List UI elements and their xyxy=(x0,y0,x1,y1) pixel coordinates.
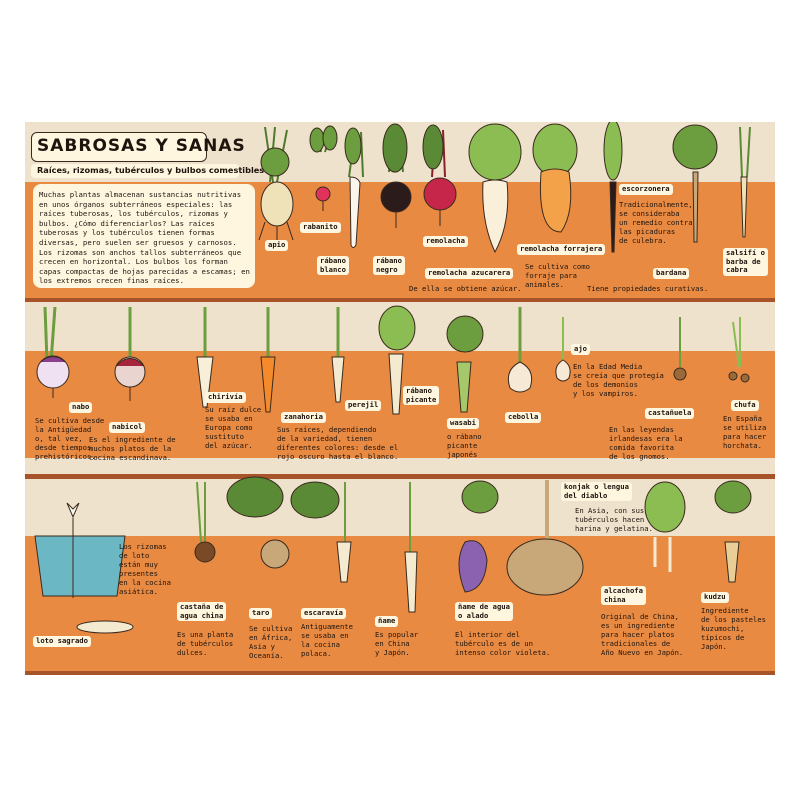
label-remolacha: remolacha xyxy=(423,236,468,247)
label-bardana: bardana xyxy=(653,268,689,279)
desc-remolacha-forrajera: Se cultiva como forraje para animales. xyxy=(525,262,590,289)
label-name: ñame xyxy=(375,616,398,627)
label-taro: taro xyxy=(249,608,272,619)
page-subtitle: Raíces, rizomas, tubérculos y bulbos comestibles xyxy=(37,165,265,175)
label-konjak: konjak o lengua del diablo xyxy=(561,482,632,501)
label-salsifi: salsifí o barba de cabra xyxy=(723,248,768,276)
label-wasabi: wasabi xyxy=(447,418,479,429)
wasabi-illustration xyxy=(447,316,483,412)
nabo-illustration xyxy=(37,307,69,398)
desc-name-agua: El interior del tubérculo es de un intenso color violeta. xyxy=(455,630,551,657)
label-perejil: perejil xyxy=(345,400,381,411)
label-nabicol: nabicol xyxy=(109,422,145,433)
desc-escorzonera: Tradicionalmente, se consideraba un remedio contra las picaduras de culebra. xyxy=(619,200,693,245)
label-escorzonera: escorzonera xyxy=(619,184,673,195)
label-zanahoria: zanahoria xyxy=(281,412,326,423)
zanahoria-illustration xyxy=(261,307,275,412)
rabanito-illustration xyxy=(310,126,337,211)
label-escaravia: escaravía xyxy=(301,608,346,619)
label-chirivia: chirivía xyxy=(205,392,246,403)
castanuela-illustration xyxy=(674,317,686,380)
apio-illustration xyxy=(259,127,293,246)
desc-castanuela: En las leyendas irlandesas era la comida favorita de los gnomos. xyxy=(609,425,683,461)
label-ajo: ajo xyxy=(571,344,590,355)
castana-agua-illustration xyxy=(195,482,215,562)
page-title: SABROSAS Y SANAS xyxy=(37,136,246,156)
taro-illustration xyxy=(227,477,339,568)
label-apio: apio xyxy=(265,240,288,251)
label-rabano-blanco: rábano blanco xyxy=(317,256,349,275)
desc-zanahoria: Sus raíces, dependiendo de la variedad, tienen diferentes colores: desde el rojo oscuro hasta el blanco. xyxy=(277,425,399,461)
label-remolacha-azucarera: remolacha azucarera xyxy=(425,268,513,279)
desc-bardana: Tiene propiedades curativas. xyxy=(587,284,709,293)
intro-text: Muchas plantas almacenan sustancias nutritivas en unos órganos subterráneos especiales: las raíces tuberosas, los tubérculos, rizomas y bulbos. ¿Cómo diferenciarlos? Las raíces tuberosas y los tubérculos tienen formas diversas, pero suelen ser gruesos y carnosos. Los rizomas son anchos tallos subterráneos que crecen en horizontal. Los bulbos los forman capas compactas de hojas parecidas a escamas; en los extremos crecen finas raíces. xyxy=(39,190,250,286)
cebolla-illustration xyxy=(508,307,531,392)
desc-remolacha-azucarera: De ella se obtiene azúcar. xyxy=(409,284,522,293)
desc-ajo: En la Edad Media se creía que protegía de los demonios y los vampiros. xyxy=(573,362,664,398)
label-castana-agua: castaña de agua china xyxy=(177,602,226,621)
nabicol-illustration xyxy=(115,307,145,401)
desc-wasabi: o rábano picante japonés xyxy=(447,432,482,459)
label-rabano-negro: rábano negro xyxy=(373,256,405,275)
desc-name: Es popular en China y Japón. xyxy=(375,630,419,657)
label-castanuela: castañuela xyxy=(645,408,694,419)
label-remolacha-forrajera: remolacha forrajera xyxy=(517,244,605,255)
label-nabo: nabo xyxy=(69,402,92,413)
rabano-blanco-illustration xyxy=(345,128,363,248)
desc-escaravia: Antiguamente se usaba en la cocina polaca. xyxy=(301,622,353,658)
label-chufa: chufa xyxy=(731,400,759,411)
label-alcachofa: alcachofa china xyxy=(601,586,646,605)
label-kudzu: kudzu xyxy=(701,592,729,603)
desc-nabicol: Es el ingrediente de muchos platos de la cocina escandinava. xyxy=(89,435,176,462)
remolacha-azucarera-illustration xyxy=(469,124,521,252)
remolacha-forrajera-illustration xyxy=(533,124,577,232)
rabano-negro-illustration xyxy=(381,124,411,228)
ajo-illustration xyxy=(556,317,570,381)
desc-taro: Se cultiva en África, Asia y Oceanía. xyxy=(249,624,293,660)
desc-alcachofa: Original de China, es un ingrediente para hacer platos tradicionales de Año Nuevo en Japón. xyxy=(601,612,684,657)
label-cebolla: cebolla xyxy=(505,412,541,423)
label-rabano-picante: rábano picante xyxy=(403,386,439,405)
salsifi-illustration xyxy=(740,127,750,237)
infographic-page xyxy=(25,122,775,675)
desc-castana-agua: Es una planta de tubérculos dulces. xyxy=(177,630,234,657)
desc-konjak: En Asia, con sus tubérculos hacen harina y gelatina. xyxy=(575,506,653,533)
remolacha-illustration xyxy=(423,125,456,226)
label-name-agua: ñame de agua o alado xyxy=(455,602,513,621)
desc-chufa: En España se utiliza para hacer horchata. xyxy=(723,414,767,450)
kudzu-illustration xyxy=(715,481,751,582)
chufa-illustration xyxy=(729,317,749,382)
desc-chirivia: Su raíz dulce se usaba en Europa como sustituto del azúcar. xyxy=(205,405,262,450)
perejil-illustration xyxy=(332,307,344,402)
label-loto: loto sagrado xyxy=(33,636,91,647)
name-illustration xyxy=(405,482,417,612)
desc-nabo: Se cultiva desde la Antigüedad o, tal vez, desde tiempos prehistóricos. xyxy=(35,416,105,461)
name-agua-illustration xyxy=(459,481,498,592)
label-rabanito: rabanito xyxy=(300,222,341,233)
desc-kudzu: Ingrediente de los pasteles kuzumochi, típicos de Japón. xyxy=(701,606,766,651)
desc-loto: Los rizomas de loto están muy presentes en la cocina asiática. xyxy=(119,542,171,596)
